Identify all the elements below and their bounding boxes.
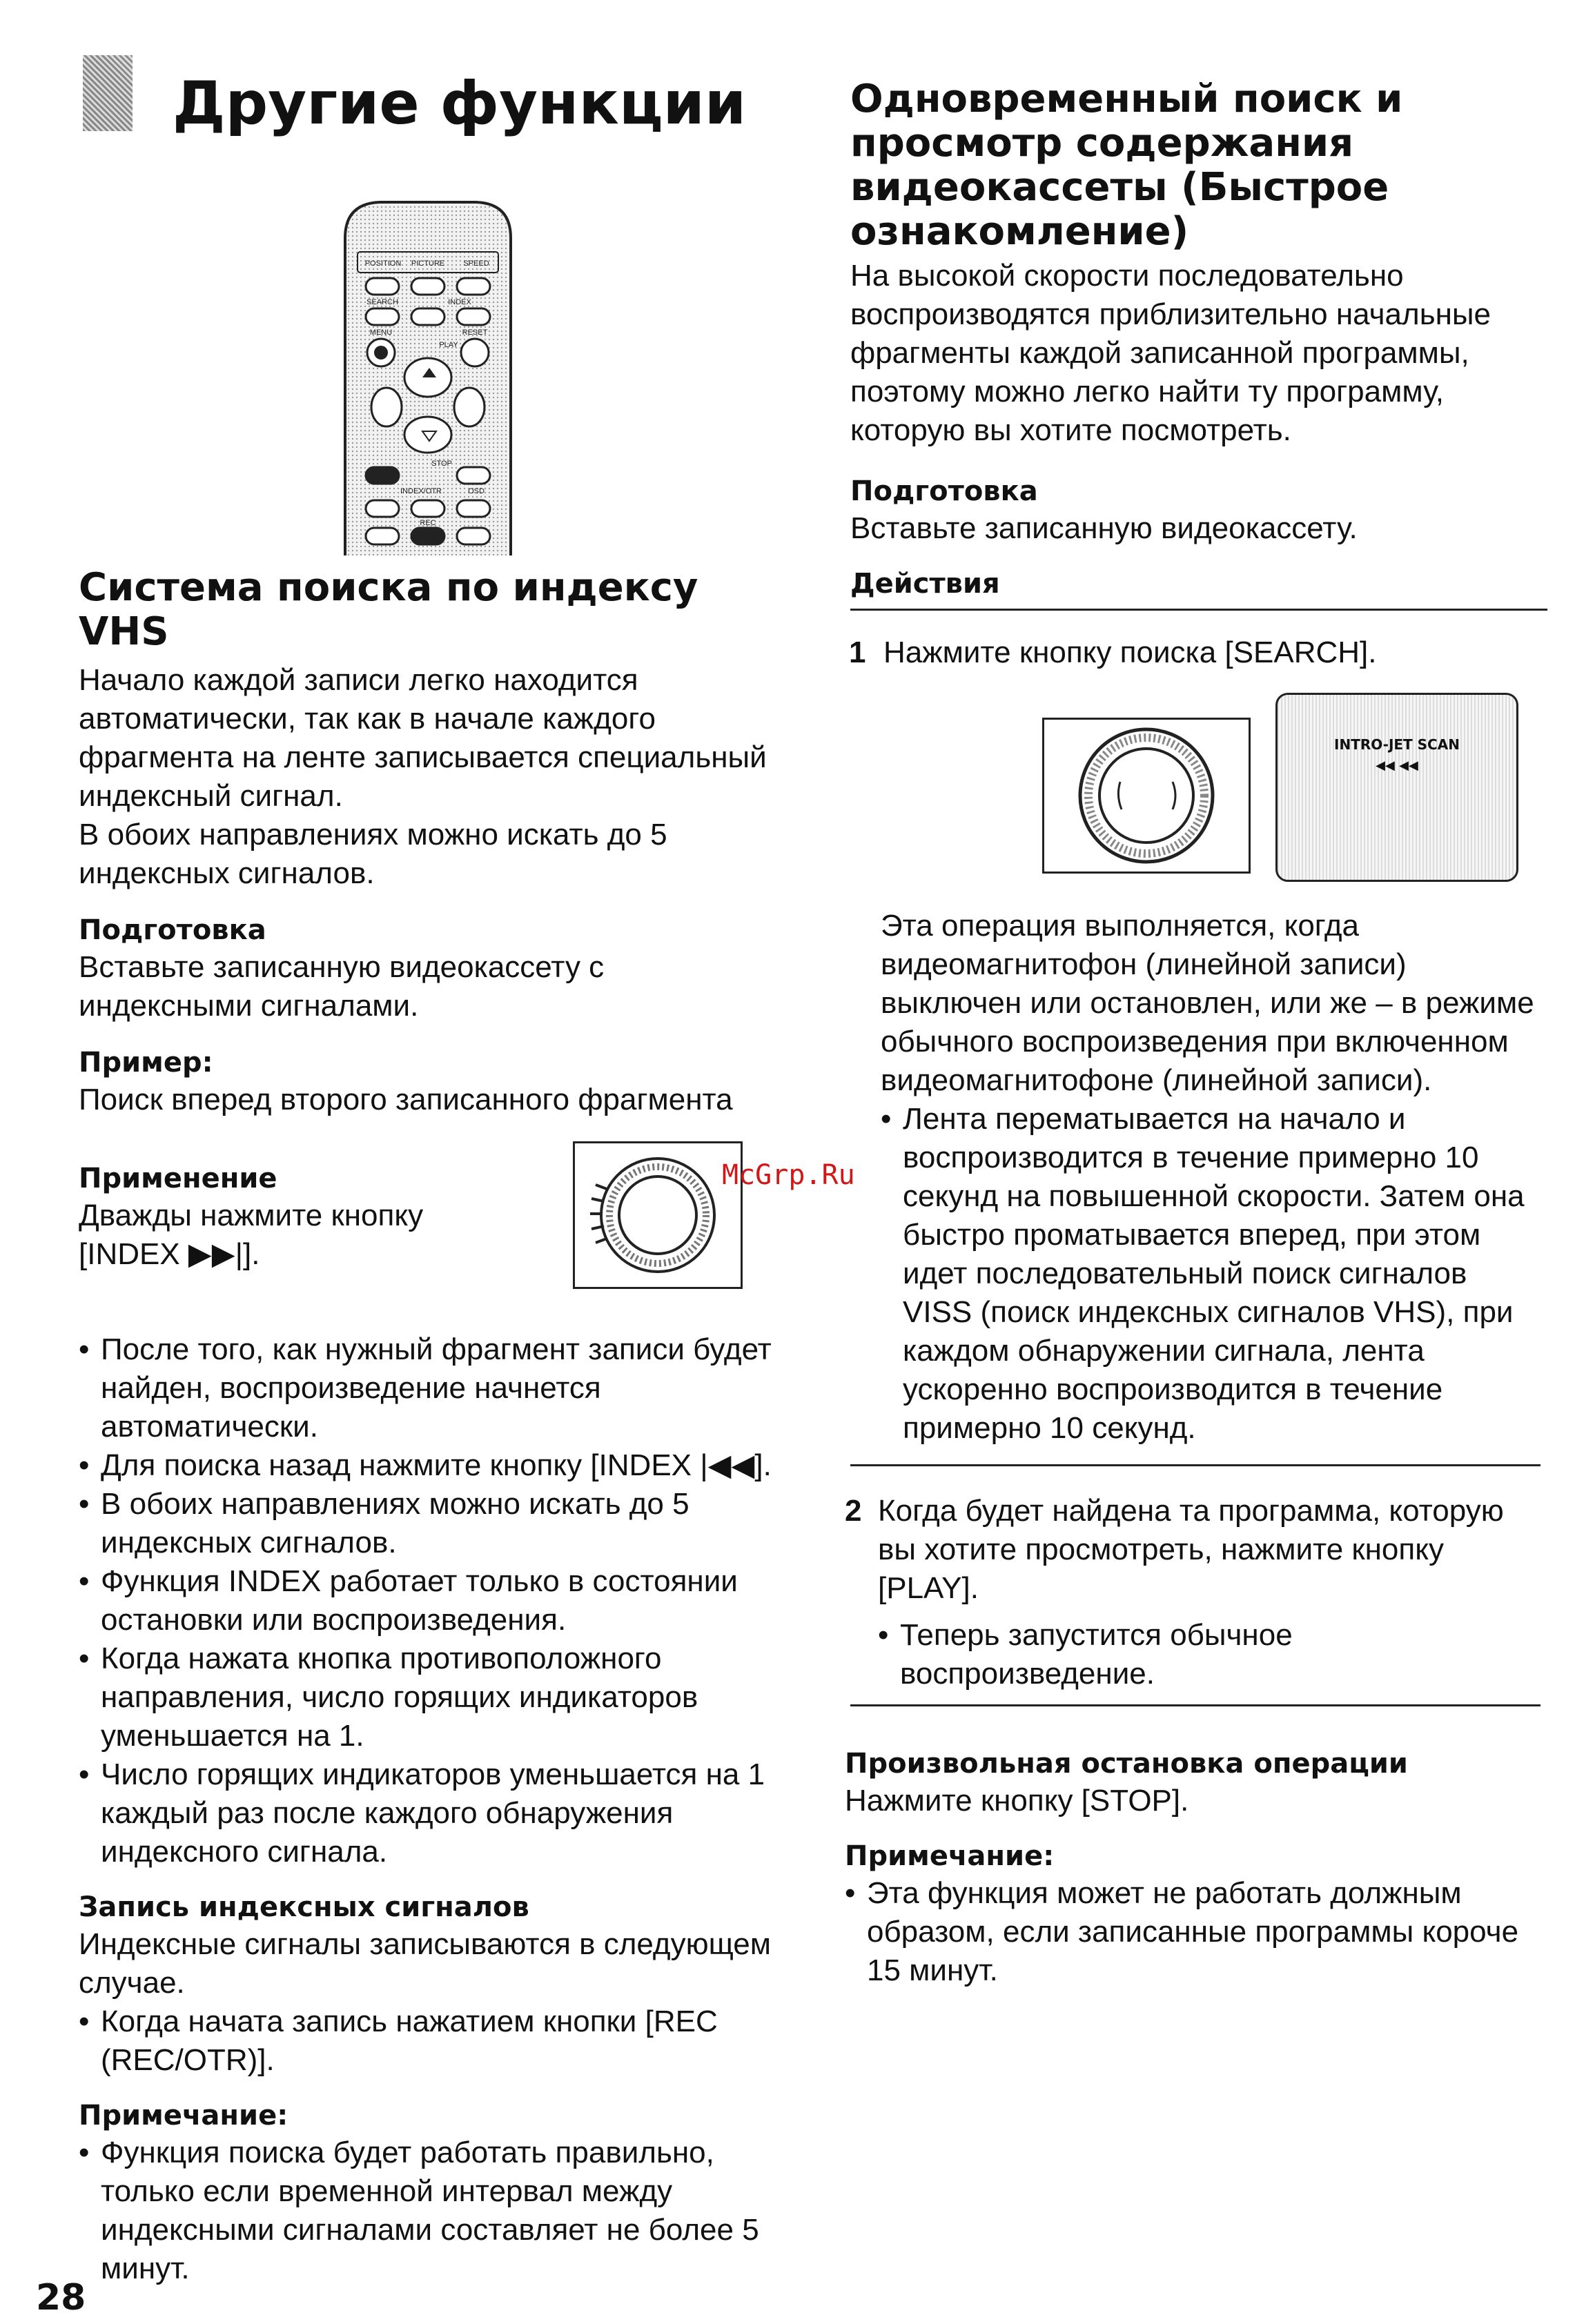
intro-paragraph: Начало каждой записи легко находится автоматически, так как в начале каждого фрагмента на ленте записывается специальный индексный сигнал. [79, 663, 767, 813]
remote-label: SEARCH [366, 298, 398, 306]
list-item: • Теперь запустится обычное воспроизведение. [878, 1616, 1540, 1693]
remote-label: MENU [369, 328, 393, 337]
subheading-preparation: Подготовка [79, 914, 266, 946]
divider [850, 1704, 1540, 1706]
subheading-note: Примечание: [79, 2100, 288, 2131]
application-text: [INDEX ▶▶|]. [79, 1237, 260, 1271]
remote-label: STOP [431, 460, 452, 468]
right-bottom-section [845, 1746, 1542, 1990]
list-item: • Для поиска назад нажмите кнопку [INDEX |◀◀]. [79, 1446, 783, 1485]
preparation-text: Вставьте записанную видеокассету. [850, 511, 1358, 545]
list-item: • Когда начата запись нажатием кнопки [REC (REC/OTR)]. [79, 2002, 783, 2080]
search-dial-figure [1042, 718, 1251, 874]
step-text: Когда будет найдена та программа, которую вы хотите просмотреть, нажмите кнопку [PLAY]. [878, 1494, 1504, 1605]
remote-label: OSD [468, 487, 485, 495]
intro-paragraph: В обоих направлениях можно искать до 5 индексных сигналов. [79, 818, 667, 890]
list-item: • В обоих направлениях можно искать до 5 индексных сигналов. [79, 1485, 783, 1562]
step-number: 1 [849, 636, 866, 669]
jog-dial-icon [575, 1143, 741, 1287]
list-item: • После того, как нужный фрагмент записи будет найден, воспроизведение начнется автоматически. [79, 1330, 783, 1446]
preparation-text: Вставьте записанную видеокассету с индексными сигналами. [79, 950, 605, 1023]
list-item: • Лента перематывается на начало и воспроизводится в течение примерно 10 секунд на повышенной скорости. Затем она быстро проматывается вперед, при этом идет последовательный поиск сигналов VISS (поиск индексных сигналов VHS), при каждом обнаружении сигнала, лента ускоренно воспроизводится в течение примерно 10 секунд. [881, 1100, 1543, 1448]
list-item: • Число горящих индикаторов уменьшается на 1 каждый раз после каждого обнаружения индексного сигнала. [79, 1755, 783, 1871]
list-item: • Функция поиска будет работать правильно, только если временной интервал между индексными сигналами составляет не более 5 минут. [79, 2134, 783, 2288]
step-text: Нажмите кнопку поиска [SEARCH]. [883, 636, 1377, 669]
step-number: 2 [845, 1494, 862, 1528]
section-heading-index-search: Система поиска по индексу VHS [79, 565, 698, 654]
index-indicator-figure [573, 1141, 743, 1289]
watermark: McGrp.Ru [722, 1159, 855, 1191]
list-item: • Когда нажата кнопка противоположного направления, число горящих индикаторов уменьшается на 1. [79, 1639, 783, 1755]
index-recording-text: Индексные сигналы записываются в следующем случае. [79, 1927, 771, 2000]
remote-label: INDEX/OTR [400, 487, 442, 495]
remote-control-illustration [338, 197, 518, 555]
remote-label: PLAY [439, 341, 458, 349]
subheading-actions: Действия [850, 568, 1000, 600]
tv-screen-figure [1275, 693, 1518, 882]
subheading-stop: Произвольная остановка операции [845, 1748, 1408, 1780]
subheading-index-recording: Запись индексных сигналов [79, 1891, 529, 1923]
title-marker [83, 55, 133, 131]
screen-osd-symbols: ◀◀ ◀◀ [1376, 758, 1418, 773]
subheading-preparation: Подготовка [850, 475, 1038, 507]
divider [850, 609, 1547, 611]
jog-dial-icon [1044, 720, 1249, 872]
remote-label: PICTURE [411, 259, 445, 268]
step-detail-text: Эта операция выполняется, когда видеомагнитофон (линейной записи) выключен или остановлен, или же – в режиме обычного воспроизведения при включенном видеомагнитофоне (линейной записи). [881, 909, 1534, 1097]
subheading-note: Примечание: [845, 1840, 1055, 1872]
step1-details [881, 907, 1543, 1448]
section-heading-intro-jet-scan: Одновременный поиск и просмотр содержания видеокассеты (Быстрое ознакомление) [850, 77, 1403, 254]
subheading-example: Пример: [79, 1047, 213, 1079]
application-bullet-list [79, 1330, 783, 1871]
remote-label: SPEED [463, 259, 489, 268]
list-item: • Функция INDEX работает только в состоянии остановки или воспроизведения. [79, 1562, 783, 1639]
remote-label: INDEX [448, 298, 471, 306]
screen-osd-text: INTRO-JET SCAN [1334, 736, 1460, 753]
page-title: Другие функции [173, 69, 747, 138]
intro-paragraph: На высокой скорости последовательно воспроизводятся приблизительно начальные фрагменты каждой записанной программы, поэтому можно легко найти ту программу, которую вы хотите посмотреть. [850, 259, 1491, 447]
remote-label: POSITION [364, 259, 402, 268]
example-text: Поиск вперед второго записанного фрагмента [79, 1083, 733, 1116]
application-text: Дважды нажмите кнопку [79, 1199, 424, 1232]
list-item: • Эта функция может не работать должным образом, если записанные программы короче 15 минут. [845, 1874, 1542, 1990]
stop-text: Нажмите кнопку [STOP]. [845, 1784, 1189, 1818]
page-number: 28 [36, 2277, 86, 2318]
divider [850, 1464, 1540, 1466]
step2-content [878, 1492, 1540, 1693]
remote-label: RESET [462, 328, 488, 337]
remote-label: REC [420, 519, 436, 527]
left-column [79, 566, 783, 2288]
subheading-application: Применение [79, 1163, 277, 1194]
right-column [850, 77, 1547, 602]
